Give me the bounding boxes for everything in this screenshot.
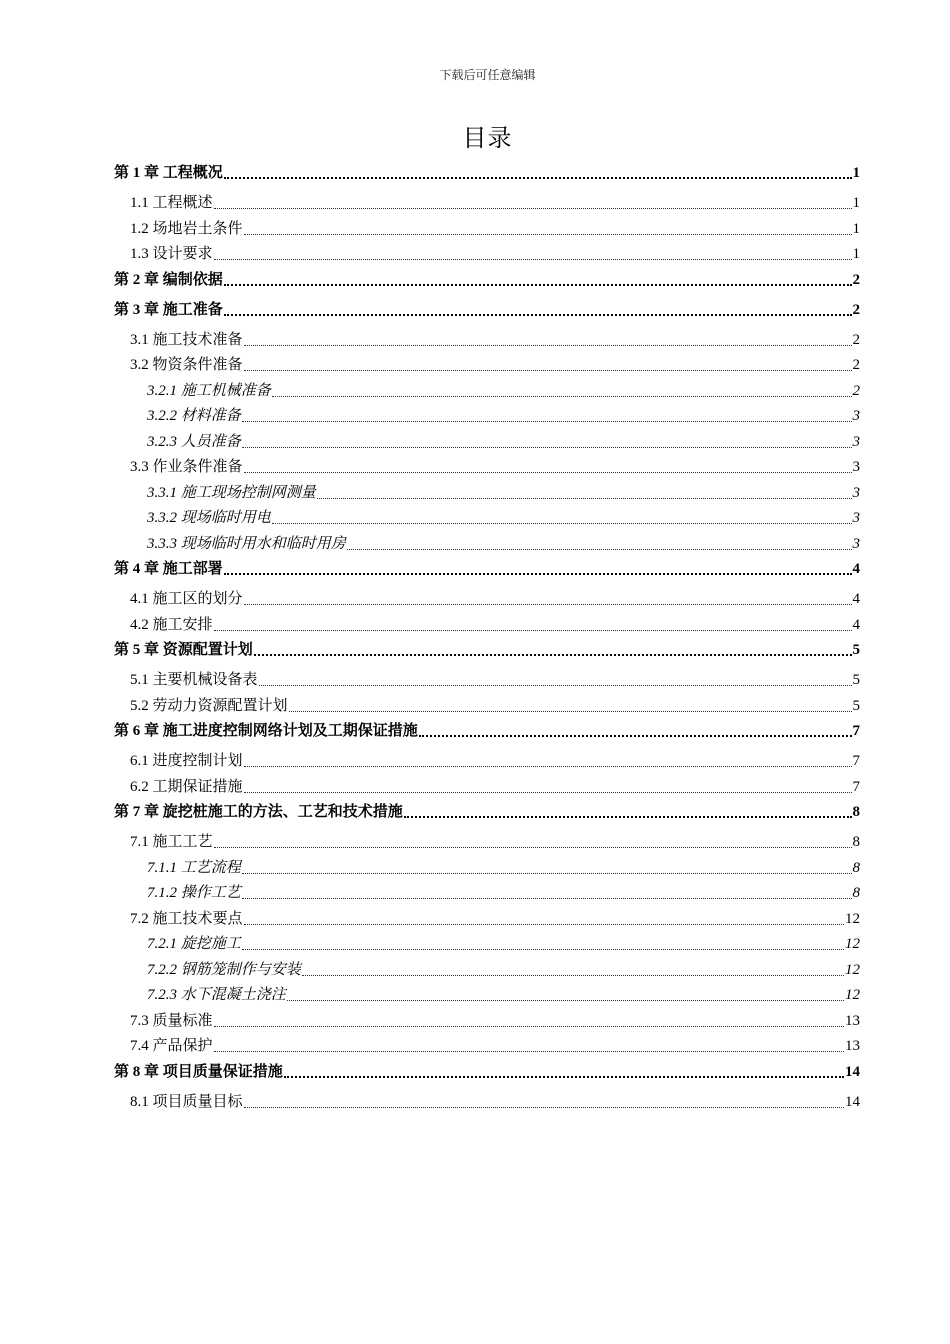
toc-page-number: 4 — [852, 591, 860, 607]
toc-entry-title: 第 2 章 编制依据 — [114, 271, 223, 288]
toc-dot-leader — [224, 284, 852, 286]
toc-entry-title: 第 1 章 工程概况 — [114, 165, 223, 181]
toc-dot-leader — [244, 234, 852, 235]
toc-section-entry[interactable] — [114, 589, 860, 609]
toc-page-number: 4 — [852, 616, 860, 633]
toc-page-number: 13 — [845, 1012, 860, 1029]
toc-page-number: 8 — [852, 804, 860, 820]
toc-dot-leader — [272, 396, 852, 397]
toc-subsection-entry[interactable] — [114, 432, 860, 452]
toc-entry-title: 3.3 作业条件准备 — [130, 459, 243, 475]
toc-page-number: 2 — [852, 271, 860, 288]
toc-dot-leader — [242, 873, 852, 874]
toc-entry-title: 5.2 劳动力资源配置计划 — [130, 697, 288, 714]
toc-chapter-entry[interactable] — [114, 802, 860, 822]
toc-entry-title: 第 8 章 项目质量保证措施 — [114, 1063, 283, 1080]
toc-dot-leader — [244, 1107, 844, 1108]
toc-section-entry[interactable] — [114, 1036, 860, 1056]
toc-entry-title: 4.1 施工区的划分 — [130, 591, 243, 607]
toc-section-entry[interactable] — [114, 909, 860, 929]
toc-entry-title: 7.1 施工工艺 — [130, 834, 213, 850]
toc-page-number: 2 — [852, 301, 860, 318]
toc-section-entry[interactable] — [114, 193, 860, 213]
toc-page-number: 12 — [845, 961, 860, 978]
toc-page-number: 3 — [852, 535, 860, 552]
toc-entry-title: 7.1.1 工艺流程 — [147, 859, 241, 876]
toc-page-number: 7 — [852, 753, 860, 769]
toc-chapter-entry[interactable] — [114, 270, 860, 290]
toc-subsection-entry[interactable] — [114, 483, 860, 503]
toc-section-entry[interactable] — [114, 330, 860, 350]
toc-page-number: 8 — [852, 859, 860, 876]
toc-page-number: 3 — [852, 408, 860, 424]
toc-page-number: 5 — [852, 672, 860, 688]
toc-entry-title: 3.2.1 施工机械准备 — [147, 382, 271, 399]
toc-section-entry[interactable] — [114, 615, 860, 635]
toc-dot-leader — [244, 604, 852, 605]
toc-dot-leader — [287, 1000, 844, 1001]
toc-entry-title: 3.3.2 现场临时用电 — [147, 510, 271, 526]
toc-section-entry[interactable] — [114, 244, 860, 264]
toc-subsection-entry[interactable] — [114, 508, 860, 528]
toc-page-number: 1 — [852, 220, 860, 237]
toc-dot-leader — [289, 711, 852, 712]
toc-section-entry[interactable] — [114, 1011, 860, 1031]
toc-page-number: 2 — [852, 357, 860, 373]
toc-dot-leader — [347, 549, 852, 550]
toc-page-number: 1 — [852, 246, 860, 262]
toc-chapter-entry[interactable] — [114, 640, 860, 660]
toc-subsection-entry[interactable] — [114, 960, 860, 980]
toc-entry-title: 第 3 章 施工准备 — [114, 301, 223, 318]
toc-section-entry[interactable] — [114, 777, 860, 797]
toc-entry-title: 7.3 质量标准 — [130, 1012, 213, 1029]
toc-dot-leader — [242, 421, 852, 422]
toc-section-entry[interactable] — [114, 751, 860, 771]
toc-dot-leader — [404, 816, 852, 818]
toc-dot-leader — [242, 898, 852, 899]
toc-page-number: 7 — [852, 723, 860, 739]
toc-entry-title: 1.3 设计要求 — [130, 246, 213, 262]
toc-dot-leader — [244, 792, 852, 793]
toc-page-number: 12 — [845, 910, 860, 927]
toc-page-number: 1 — [852, 165, 860, 181]
toc-subsection-entry[interactable] — [114, 985, 860, 1005]
toc-page-number: 14 — [845, 1093, 860, 1110]
toc-page-number: 3 — [852, 510, 860, 526]
toc-chapter-entry[interactable] — [114, 1062, 860, 1082]
toc-page-number: 3 — [852, 484, 860, 501]
toc-dot-leader — [214, 259, 852, 260]
toc-chapter-entry[interactable] — [114, 721, 860, 741]
table-of-contents — [114, 158, 860, 1117]
toc-entry-title: 第 5 章 资源配置计划 — [114, 642, 253, 658]
toc-page-number: 3 — [852, 433, 860, 450]
toc-page-number: 3 — [852, 459, 860, 475]
toc-subsection-entry[interactable] — [114, 883, 860, 903]
toc-entry-title: 7.2.2 钢筋笼制作与安装 — [147, 961, 301, 978]
toc-chapter-entry[interactable] — [114, 300, 860, 320]
toc-entry-title: 3.2.3 人员准备 — [147, 433, 241, 450]
toc-subsection-entry[interactable] — [114, 858, 860, 878]
toc-entry-title: 3.2.2 材料准备 — [147, 408, 241, 424]
toc-entry-title: 第 7 章 旋挖桩施工的方法、工艺和技术措施 — [114, 804, 403, 820]
toc-dot-leader — [244, 345, 852, 346]
toc-section-entry[interactable] — [114, 219, 860, 239]
toc-section-entry[interactable] — [114, 355, 860, 375]
toc-dot-leader — [214, 847, 852, 848]
toc-dot-leader — [244, 472, 852, 473]
toc-entry-title: 3.2 物资条件准备 — [130, 357, 243, 373]
toc-page-number: 5 — [852, 642, 860, 658]
toc-entry-title: 5.1 主要机械设备表 — [130, 672, 258, 688]
toc-dot-leader — [244, 924, 844, 925]
toc-entry-title: 7.1.2 操作工艺 — [147, 885, 241, 901]
toc-entry-title: 7.2.3 水下混凝土浇注 — [147, 987, 286, 1003]
toc-dot-leader — [224, 573, 852, 575]
toc-entry-title: 第 6 章 施工进度控制网络计划及工期保证措施 — [114, 723, 418, 739]
toc-entry-title: 3.1 施工技术准备 — [130, 331, 243, 348]
toc-section-entry[interactable] — [114, 457, 860, 477]
toc-section-entry[interactable] — [114, 1092, 860, 1112]
toc-dot-leader — [224, 177, 852, 179]
toc-dot-leader — [272, 523, 852, 524]
toc-section-entry[interactable] — [114, 832, 860, 852]
toc-dot-leader — [214, 208, 852, 209]
toc-dot-leader — [284, 1076, 844, 1078]
toc-entry-title: 7.4 产品保护 — [130, 1038, 213, 1054]
toc-page-number: 4 — [852, 561, 860, 577]
toc-chapter-entry[interactable] — [114, 559, 860, 579]
toc-entry-title: 4.2 施工安排 — [130, 616, 213, 633]
toc-page-number: 12 — [845, 936, 860, 952]
toc-entry-title: 3.3.1 施工现场控制网测量 — [147, 484, 316, 501]
toc-page-number: 8 — [852, 834, 860, 850]
toc-section-entry[interactable] — [114, 696, 860, 716]
toc-entry-title: 8.1 项目质量目标 — [130, 1093, 243, 1110]
toc-page-number: 2 — [852, 331, 860, 348]
toc-page-number: 12 — [845, 987, 860, 1003]
toc-dot-leader — [244, 766, 852, 767]
toc-page-number: 5 — [852, 697, 860, 714]
toc-page-number: 7 — [852, 778, 860, 795]
toc-entry-title: 第 4 章 施工部署 — [114, 561, 223, 577]
toc-entry-title: 1.2 场地岩土条件 — [130, 220, 243, 237]
toc-dot-leader — [214, 630, 852, 631]
toc-entry-title: 7.2 施工技术要点 — [130, 910, 243, 927]
toc-dot-leader — [214, 1051, 844, 1052]
toc-dot-leader — [302, 975, 844, 976]
toc-entry-title: 6.2 工期保证措施 — [130, 778, 243, 795]
toc-subsection-entry[interactable] — [114, 406, 860, 426]
toc-subsection-entry[interactable] — [114, 934, 860, 954]
toc-title: 目录 — [462, 126, 513, 152]
toc-subsection-entry[interactable] — [114, 534, 860, 554]
toc-dot-leader — [254, 654, 852, 656]
page-header: 下载后可任意编辑 — [439, 68, 536, 82]
toc-page-number: 1 — [852, 195, 860, 211]
toc-dot-leader — [244, 370, 852, 371]
toc-dot-leader — [242, 949, 844, 950]
toc-entry-title: 7.2.1 旋挖施工 — [147, 936, 241, 952]
toc-page-number: 2 — [852, 382, 860, 399]
toc-dot-leader — [259, 685, 852, 686]
toc-dot-leader — [242, 447, 852, 448]
toc-entry-title: 6.1 进度控制计划 — [130, 753, 243, 769]
toc-page-number: 8 — [852, 885, 860, 901]
toc-page-number: 14 — [845, 1063, 860, 1080]
toc-dot-leader — [214, 1026, 844, 1027]
toc-entry-title: 3.3.3 现场临时用水和临时用房 — [147, 535, 346, 552]
toc-entry-title: 1.1 工程概述 — [130, 195, 213, 211]
toc-dot-leader — [317, 498, 852, 499]
toc-dot-leader — [419, 735, 852, 737]
toc-chapter-entry[interactable] — [114, 163, 860, 183]
toc-page-number: 13 — [845, 1038, 860, 1054]
toc-section-entry[interactable] — [114, 670, 860, 690]
toc-subsection-entry[interactable] — [114, 381, 860, 401]
toc-dot-leader — [224, 314, 852, 316]
